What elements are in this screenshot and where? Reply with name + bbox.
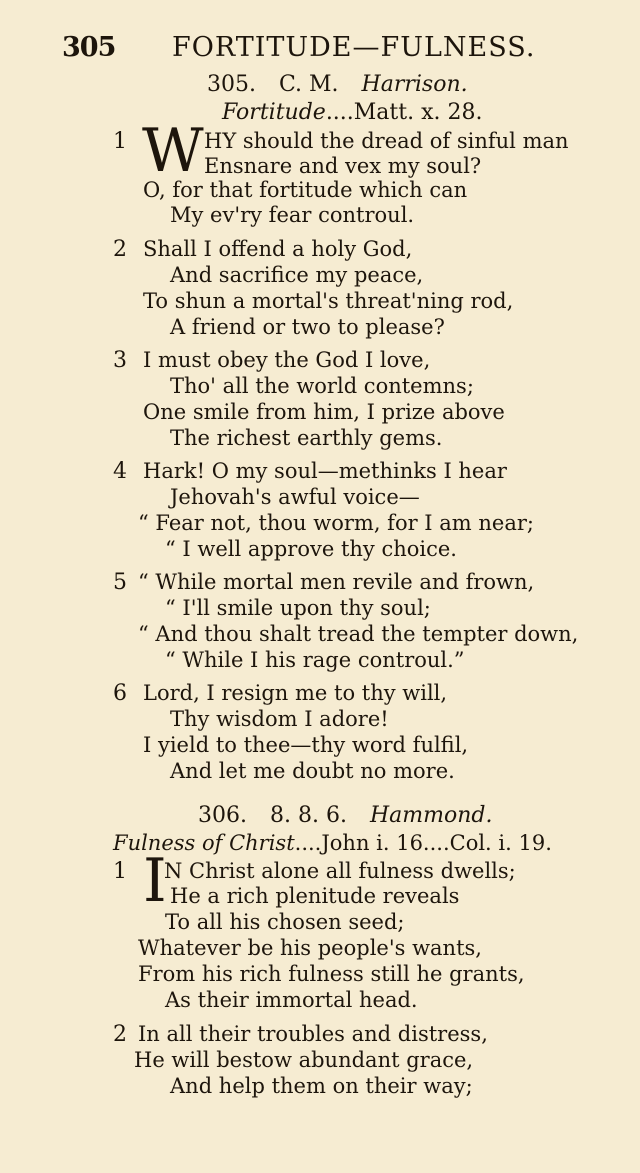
hymn-subject: [113, 831, 552, 855]
verse-line: N Christ alone all fulness dwells;: [164, 859, 516, 883]
verse-number: 2: [113, 1022, 127, 1047]
verse-line: I yield to thee—thy word fulfil,: [143, 733, 469, 757]
verse-line: One smile from him, I prize above: [143, 400, 505, 424]
verse-line: And sacrifice my peace,: [170, 263, 424, 287]
verse-line: “ While I his rage controul.”: [165, 648, 465, 672]
verse-number: 1: [113, 129, 127, 154]
hymn-heading: [198, 803, 492, 828]
verse-line: And let me doubt no more.: [170, 759, 455, 783]
hymn-heading: [207, 72, 468, 97]
verse-line: He will bestow abundant grace,: [134, 1048, 474, 1072]
verse-line: “ While mortal men revile and frown,: [138, 570, 535, 594]
hymn-tune: Harrison.: [361, 72, 468, 97]
verse-line: As their immortal head.: [165, 988, 418, 1012]
hymn-meter: 8. 8. 6.: [269, 803, 347, 828]
hymn-meter: C. M.: [278, 72, 339, 97]
page-number: 305: [62, 32, 116, 63]
drop-cap: I: [143, 846, 167, 916]
verse-number: 2: [113, 237, 127, 262]
verse-line: “ I'll smile upon thy soul;: [165, 596, 431, 620]
drop-cap: W: [142, 116, 204, 186]
verse-line: O, for that fortitude which can: [143, 178, 468, 202]
hymn-number: 305.: [207, 72, 256, 97]
verse-number: 5: [113, 570, 127, 595]
verse-line: And help them on their way;: [170, 1074, 473, 1098]
verse-line: In all their troubles and distress,: [138, 1022, 488, 1046]
verse-line: To all his chosen seed;: [165, 910, 405, 934]
hymn-subject: [222, 100, 482, 125]
verse-line: “ Fear not, thou worm, for I am near;: [138, 511, 534, 535]
verse-line: HY should the dread of sinful man: [204, 129, 569, 153]
running-head: [0, 30, 640, 70]
verse-line: To shun a mortal's threat'ning rod,: [143, 289, 514, 313]
subject-label: Fortitude: [222, 100, 326, 125]
verse-line: Whatever be his people's wants,: [138, 936, 482, 960]
hymn-tune: Hammond.: [369, 803, 493, 828]
verse-line: He a rich plenitude reveals: [170, 884, 460, 908]
verse-line: I must obey the God I love,: [143, 348, 431, 372]
verse-number: 6: [113, 681, 127, 706]
verse-line: “ I well approve thy choice.: [165, 537, 457, 561]
verse-line: The richest earthly gems.: [170, 426, 443, 450]
verse-line: Tho' all the world contemns;: [170, 374, 474, 398]
verse-line: Jehovah's awful voice—: [170, 485, 420, 509]
verse-line: Thy wisdom I adore!: [170, 707, 389, 731]
verse-line: “ And thou shalt tread the tempter down,: [138, 622, 579, 646]
verse-number: 4: [113, 459, 127, 484]
verse-number: 3: [113, 348, 127, 373]
verse-line: Hark! O my soul—methinks I hear: [143, 459, 507, 483]
verse-line: My ev'ry fear controul.: [170, 203, 415, 227]
verse-line: Lord, I resign me to thy will,: [143, 681, 448, 705]
hymn-number: 306.: [198, 803, 247, 828]
scripture-reference: ....Matt. x. 28.: [325, 100, 483, 125]
verse-line: From his rich fulness still he grants,: [138, 962, 525, 986]
verse-line: Ensnare and vex my soul?: [204, 154, 482, 178]
verse-line: A friend or two to please?: [170, 315, 445, 339]
scripture-reference: ....John i. 16....Col. i. 19.: [294, 831, 552, 855]
verse-number: 1: [113, 859, 127, 884]
subject-label: Fulness of Christ: [113, 831, 295, 855]
verse-line: Shall I offend a holy God,: [143, 237, 413, 261]
running-title: FORTITUDE—FULNESS.: [172, 32, 536, 63]
